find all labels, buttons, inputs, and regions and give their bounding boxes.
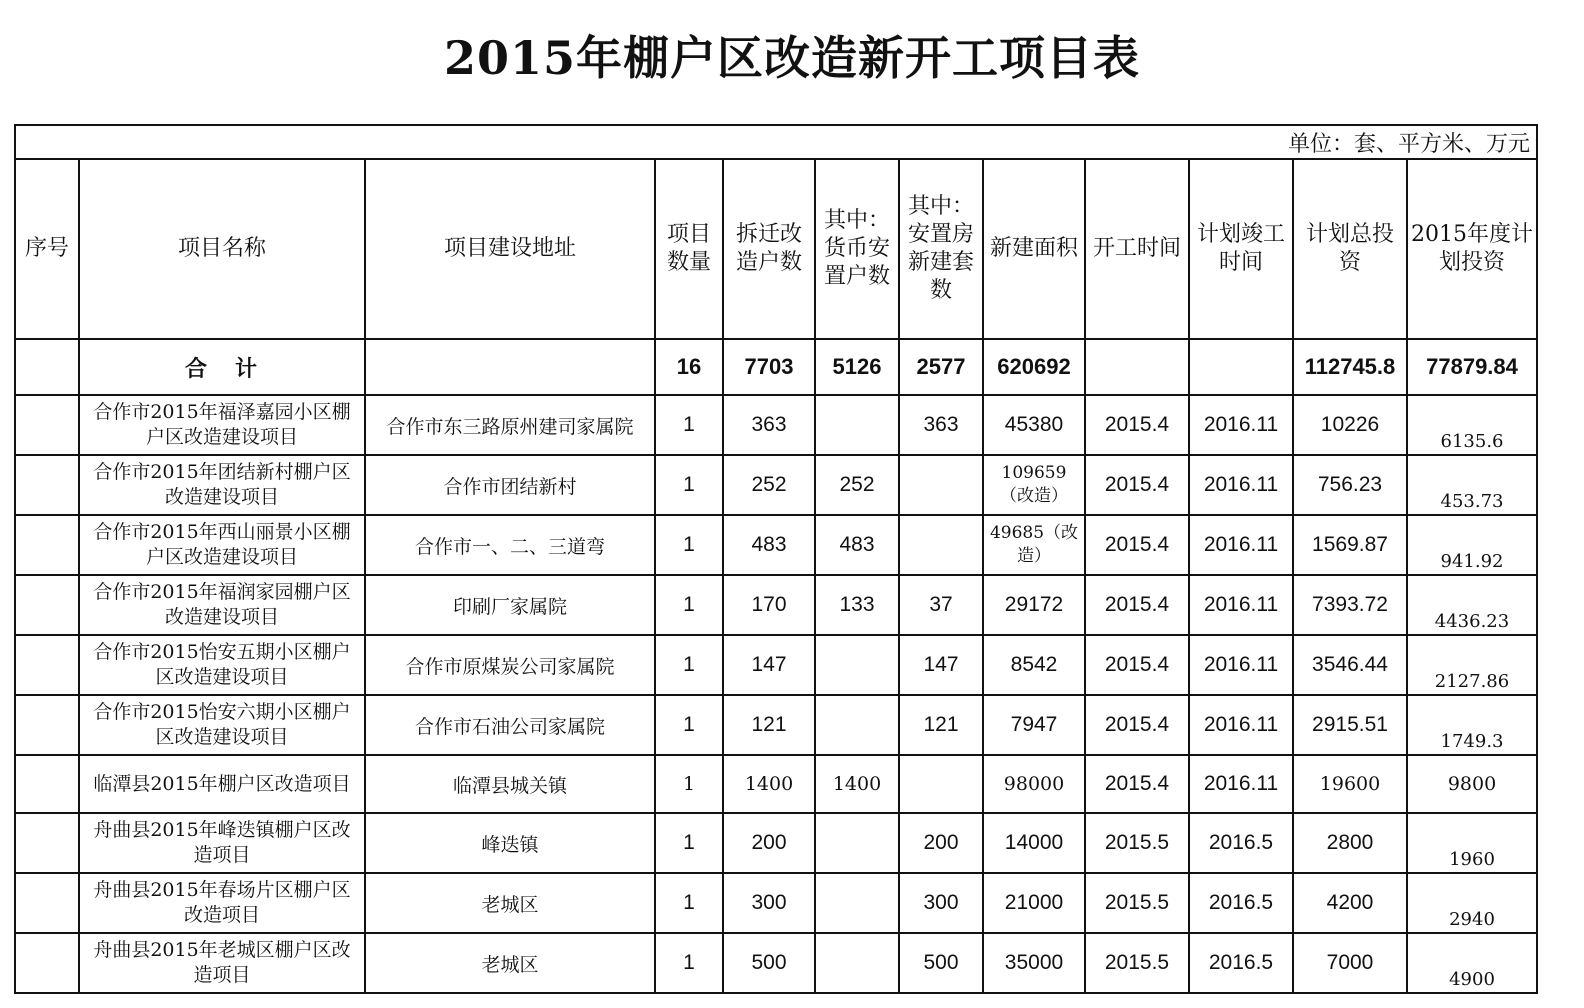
row-address: 合作市东三路原州建司家属院 — [365, 395, 655, 455]
header-start: 开工时间 — [1085, 159, 1189, 339]
total-invest: 112745.8 — [1293, 339, 1407, 395]
row-invest-2015: 1749.3 — [1407, 695, 1537, 755]
row-end: 2016.5 — [1189, 873, 1293, 933]
row-seq — [15, 813, 79, 873]
row-end: 2016.11 — [1189, 515, 1293, 575]
row-households: 483 — [723, 515, 815, 575]
row-start: 2015.5 — [1085, 873, 1189, 933]
row-address: 老城区 — [365, 873, 655, 933]
row-project-name: 合作市2015年福润家园棚户区改造建设项目 — [79, 575, 365, 635]
row-households: 300 — [723, 873, 815, 933]
row-area: 98000 — [983, 755, 1085, 813]
row-households: 121 — [723, 695, 815, 755]
header-invest-2015: 2015年度计划投资 — [1407, 159, 1537, 339]
header-area: 新建面积 — [983, 159, 1085, 339]
row-project-name: 合作市2015年福泽嘉园小区棚户区改造建设项目 — [79, 395, 365, 455]
row-end: 2016.5 — [1189, 813, 1293, 873]
total-label: 合计 — [79, 339, 365, 395]
row-cash: 483 — [815, 515, 899, 575]
row-invest-2015: 453.73 — [1407, 455, 1537, 515]
row-invest-2015: 2940 — [1407, 873, 1537, 933]
row-project-name: 舟曲县2015年峰迭镇棚户区改造项目 — [79, 813, 365, 873]
row-households: 500 — [723, 933, 815, 993]
row-area: 21000 — [983, 873, 1085, 933]
total-cash: 5126 — [815, 339, 899, 395]
table-row — [15, 575, 1537, 635]
row-start: 2015.4 — [1085, 395, 1189, 455]
header-row — [15, 159, 1537, 339]
row-start: 2015.5 — [1085, 933, 1189, 993]
row-cash — [815, 695, 899, 755]
row-cash: 1400 — [815, 755, 899, 813]
row-start: 2015.4 — [1085, 635, 1189, 695]
total-row — [15, 339, 1537, 395]
row-count: 1 — [655, 873, 723, 933]
table-row — [15, 455, 1537, 515]
table-row — [15, 813, 1537, 873]
row-area: 45380 — [983, 395, 1085, 455]
row-project-name: 合作市2015怡安六期小区棚户区改造建设项目 — [79, 695, 365, 755]
row-start: 2015.4 — [1085, 695, 1189, 755]
header-end: 计划竣工时间 — [1189, 159, 1293, 339]
row-area: 7947 — [983, 695, 1085, 755]
row-seq — [15, 695, 79, 755]
row-count: 1 — [655, 575, 723, 635]
row-invest-2015: 4436.23 — [1407, 575, 1537, 635]
row-total-invest: 7000 — [1293, 933, 1407, 993]
row-count: 1 — [655, 695, 723, 755]
header-seq: 序号 — [15, 159, 79, 339]
total-invest-2015: 77879.84 — [1407, 339, 1537, 395]
table-row — [15, 395, 1537, 455]
row-seq — [15, 395, 79, 455]
row-address: 印刷厂家属院 — [365, 575, 655, 635]
row-area: 35000 — [983, 933, 1085, 993]
row-seq — [15, 455, 79, 515]
header-count: 项目数量 — [655, 159, 723, 339]
row-project-name: 合作市2015怡安五期小区棚户区改造建设项目 — [79, 635, 365, 695]
unit-row — [15, 125, 1537, 159]
row-cash — [815, 635, 899, 695]
row-start: 2015.4 — [1085, 575, 1189, 635]
total-newbuild: 2577 — [899, 339, 983, 395]
row-invest-2015: 4900 — [1407, 933, 1537, 993]
total-count: 16 — [655, 339, 723, 395]
row-area: 109659（改造） — [983, 455, 1085, 515]
row-newbuild: 363 — [899, 395, 983, 455]
row-project-name: 舟曲县2015年春场片区棚户区改造项目 — [79, 873, 365, 933]
row-total-invest: 3546.44 — [1293, 635, 1407, 695]
row-area: 8542 — [983, 635, 1085, 695]
header-newbuild: 其中：安置房新建套数 — [899, 159, 983, 339]
row-newbuild: 300 — [899, 873, 983, 933]
row-end: 2016.11 — [1189, 635, 1293, 695]
row-total-invest: 7393.72 — [1293, 575, 1407, 635]
row-seq — [15, 933, 79, 993]
row-invest-2015: 941.92 — [1407, 515, 1537, 575]
header-total-invest: 计划总投资 — [1293, 159, 1407, 339]
row-newbuild: 147 — [899, 635, 983, 695]
row-address: 合作市团结新村 — [365, 455, 655, 515]
row-newbuild — [899, 455, 983, 515]
row-total-invest: 2915.51 — [1293, 695, 1407, 755]
row-start: 2015.4 — [1085, 755, 1189, 813]
table-row — [15, 873, 1537, 933]
row-seq — [15, 515, 79, 575]
row-total-invest: 756.23 — [1293, 455, 1407, 515]
header-cash: 其中：货币安置户数 — [815, 159, 899, 339]
table-row — [15, 635, 1537, 695]
row-cash — [815, 933, 899, 993]
row-count: 1 — [655, 635, 723, 695]
row-seq — [15, 755, 79, 813]
row-households: 363 — [723, 395, 815, 455]
row-cash — [815, 813, 899, 873]
table-row — [15, 695, 1537, 755]
total-households: 7703 — [723, 339, 815, 395]
row-end: 2016.11 — [1189, 395, 1293, 455]
row-newbuild: 37 — [899, 575, 983, 635]
row-seq — [15, 635, 79, 695]
row-cash: 133 — [815, 575, 899, 635]
row-end: 2016.5 — [1189, 933, 1293, 993]
row-newbuild — [899, 515, 983, 575]
total-seq — [15, 339, 79, 395]
row-households: 252 — [723, 455, 815, 515]
row-households: 147 — [723, 635, 815, 695]
header-address: 项目建设地址 — [365, 159, 655, 339]
row-count: 1 — [655, 755, 723, 813]
row-count: 1 — [655, 395, 723, 455]
row-project-name: 舟曲县2015年老城区棚户区改造项目 — [79, 933, 365, 993]
row-address: 合作市石油公司家属院 — [365, 695, 655, 755]
row-total-invest: 10226 — [1293, 395, 1407, 455]
row-end: 2016.11 — [1189, 455, 1293, 515]
row-count: 1 — [655, 813, 723, 873]
table-row — [15, 755, 1537, 813]
table-row — [15, 515, 1537, 575]
row-total-invest: 1569.87 — [1293, 515, 1407, 575]
project-table — [14, 124, 1538, 994]
row-seq — [15, 873, 79, 933]
row-invest-2015: 1960 — [1407, 813, 1537, 873]
row-newbuild: 200 — [899, 813, 983, 873]
row-households: 1400 — [723, 755, 815, 813]
row-newbuild: 500 — [899, 933, 983, 993]
row-count: 1 — [655, 515, 723, 575]
unit-label: 单位：套、平方米、万元 — [15, 125, 1537, 159]
total-end — [1189, 339, 1293, 395]
row-invest-2015: 2127.86 — [1407, 635, 1537, 695]
header-households: 拆迁改造户数 — [723, 159, 815, 339]
row-address: 临潭县城关镇 — [365, 755, 655, 813]
row-newbuild — [899, 755, 983, 813]
total-address — [365, 339, 655, 395]
row-project-name: 合作市2015年西山丽景小区棚户区改造建设项目 — [79, 515, 365, 575]
row-area: 14000 — [983, 813, 1085, 873]
project-table-container — [14, 124, 1536, 994]
row-count: 1 — [655, 455, 723, 515]
table-row — [15, 933, 1537, 993]
header-name: 项目名称 — [79, 159, 365, 339]
row-start: 2015.5 — [1085, 813, 1189, 873]
row-start: 2015.4 — [1085, 515, 1189, 575]
total-area: 620692 — [983, 339, 1085, 395]
row-cash — [815, 873, 899, 933]
row-total-invest: 4200 — [1293, 873, 1407, 933]
row-address: 峰迭镇 — [365, 813, 655, 873]
row-seq — [15, 575, 79, 635]
total-start — [1085, 339, 1189, 395]
row-total-invest: 2800 — [1293, 813, 1407, 873]
row-count: 1 — [655, 933, 723, 993]
row-invest-2015: 6135.6 — [1407, 395, 1537, 455]
row-end: 2016.11 — [1189, 695, 1293, 755]
row-project-name: 合作市2015年团结新村棚户区改造建设项目 — [79, 455, 365, 515]
row-total-invest: 19600 — [1293, 755, 1407, 813]
row-area: 29172 — [983, 575, 1085, 635]
row-households: 170 — [723, 575, 815, 635]
row-project-name: 临潭县2015年棚户区改造项目 — [79, 755, 365, 813]
row-end: 2016.11 — [1189, 575, 1293, 635]
row-households: 200 — [723, 813, 815, 873]
row-start: 2015.4 — [1085, 455, 1189, 515]
row-invest-2015: 9800 — [1407, 755, 1537, 813]
row-address: 合作市一、二、三道弯 — [365, 515, 655, 575]
row-newbuild: 121 — [899, 695, 983, 755]
page-title: 2015年棚户区改造新开工项目表 — [443, 31, 1141, 85]
row-area: 49685（改造） — [983, 515, 1085, 575]
row-address: 合作市原煤炭公司家属院 — [365, 635, 655, 695]
row-address: 老城区 — [365, 933, 655, 993]
row-cash — [815, 395, 899, 455]
row-cash: 252 — [815, 455, 899, 515]
row-end: 2016.11 — [1189, 755, 1293, 813]
